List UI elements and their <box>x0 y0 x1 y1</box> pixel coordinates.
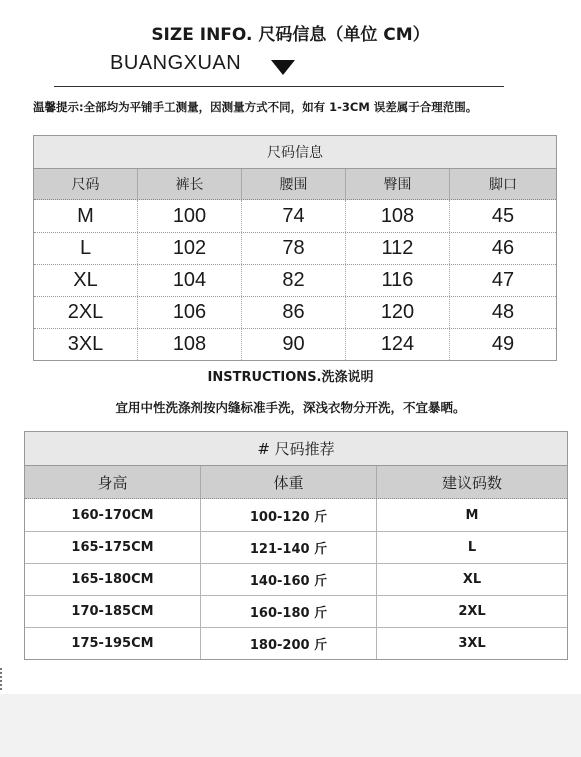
table-cell: 47 <box>491 269 515 291</box>
table-cell: 175-195CM <box>25 628 201 659</box>
table-cell: 102 <box>138 233 242 264</box>
column-header: 尺码 <box>34 169 138 199</box>
table-row <box>34 264 556 296</box>
table-row <box>25 499 567 531</box>
table-row <box>25 563 567 595</box>
table-cell: L <box>34 233 138 264</box>
column-header: 腰围 <box>242 169 346 199</box>
recommend-table-header <box>25 466 567 499</box>
size-table <box>33 135 557 361</box>
table-row <box>34 296 556 328</box>
table-row <box>34 200 556 232</box>
column-header: 臀围 <box>346 169 450 199</box>
table-cell: 48 <box>491 301 515 323</box>
table-cell: 140-160 斤 <box>201 564 377 595</box>
table-cell: 124 <box>346 329 450 360</box>
table-cell: L <box>467 540 477 555</box>
column-header: 裤长 <box>138 169 242 199</box>
edge-marks <box>0 668 3 690</box>
column-header: 体重 <box>201 466 377 498</box>
table-row <box>34 328 556 360</box>
table-cell: 165-180CM <box>25 564 201 595</box>
table-cell: 45 <box>491 204 515 227</box>
table-row <box>34 232 556 264</box>
table-cell: 86 <box>242 297 346 328</box>
table-row <box>25 531 567 563</box>
instructions-title: INSTRUCTIONS.洗涤说明 <box>207 370 374 385</box>
column-header: 身高 <box>25 466 201 498</box>
table-row <box>25 627 567 659</box>
table-cell: 160-180 斤 <box>201 596 377 627</box>
table-cell: 90 <box>242 329 346 360</box>
table-cell: 3XL <box>34 329 138 360</box>
column-header: 建议码数 <box>441 473 502 492</box>
table-cell: 108 <box>138 329 242 360</box>
table-cell: 121-140 斤 <box>201 532 377 563</box>
table-cell: 2XL <box>34 297 138 328</box>
table-cell: 108 <box>346 200 450 232</box>
size-table-caption: 尺码信息 <box>34 136 556 169</box>
table-cell: 82 <box>242 265 346 296</box>
size-table-body <box>34 200 556 360</box>
table-cell: 74 <box>242 200 346 232</box>
table-cell: 106 <box>138 297 242 328</box>
table-cell: 100-120 斤 <box>201 499 377 531</box>
footer-band <box>0 694 581 757</box>
table-cell: M <box>465 507 479 523</box>
table-cell: 170-185CM <box>25 596 201 627</box>
table-row <box>25 595 567 627</box>
table-cell: XL <box>34 265 138 296</box>
triangle-down-icon <box>271 60 295 75</box>
table-cell: 78 <box>242 233 346 264</box>
size-table-header <box>34 169 556 200</box>
table-cell: 160-170CM <box>25 499 201 531</box>
table-cell: 112 <box>346 233 450 264</box>
column-header: 脚口 <box>489 177 517 193</box>
table-cell: 3XL <box>458 636 486 651</box>
table-cell: 120 <box>346 297 450 328</box>
table-cell: 165-175CM <box>25 532 201 563</box>
table-cell: 46 <box>491 237 515 259</box>
table-cell: 104 <box>138 265 242 296</box>
table-cell: 49 <box>491 333 515 355</box>
table-cell: 180-200 斤 <box>201 628 377 659</box>
table-cell: XL <box>462 572 482 587</box>
table-cell: M <box>34 200 138 232</box>
divider-line <box>54 86 504 87</box>
page-title: SIZE INFO. 尺码信息（单位 CM） <box>151 25 430 45</box>
table-cell: 100 <box>138 200 242 232</box>
brand-name: BUANGXUAN <box>110 52 242 74</box>
washing-instructions: 宜用中性洗涤剂按内缝标准手洗，深浅衣物分开洗，不宜暴晒。 <box>115 400 466 415</box>
table-cell: 2XL <box>458 604 486 619</box>
measurement-tip: 温馨提示:全部均为平铺手工测量，因测量方式不同，如有 1-3CM 误差属于合理范围。 <box>33 100 478 114</box>
table-cell: 116 <box>346 265 450 296</box>
recommend-table-caption: # 尺码推荐 <box>25 432 567 466</box>
size-recommend-table <box>24 431 568 660</box>
